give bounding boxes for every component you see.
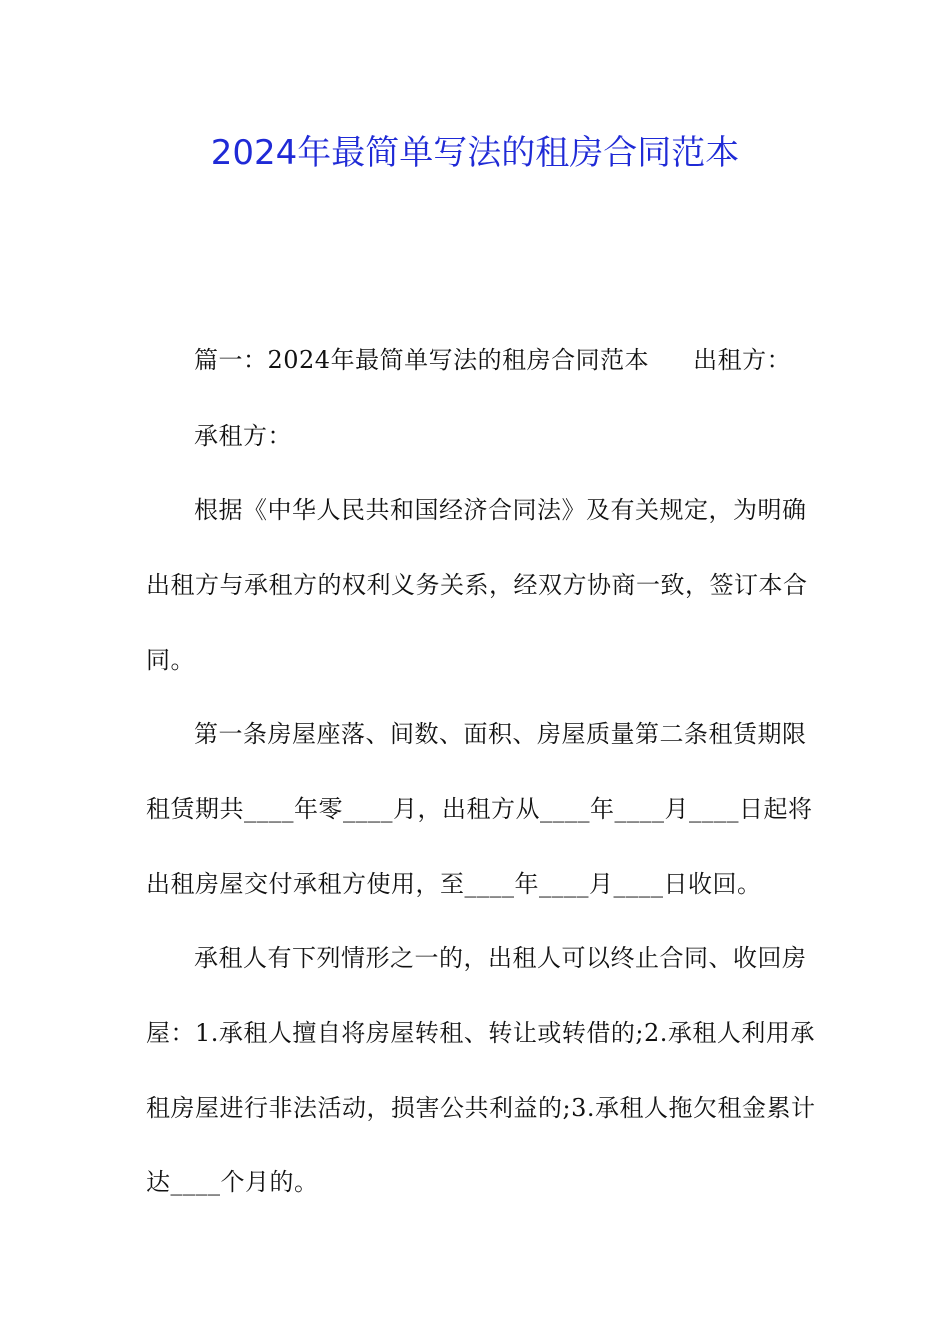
- paragraph-line: 承租人有下列情形之一的，出租人可以终止合同、收回房: [194, 944, 807, 972]
- section-heading: 篇一：2024年最简单写法的租房合同范本: [194, 346, 650, 374]
- paragraph-line: 出租房屋交付承租方使用，至____年____月____日收回。: [146, 870, 762, 898]
- lessor-label: 出租方：: [693, 346, 792, 374]
- paragraph-line: 达____个月的。: [146, 1168, 319, 1196]
- paragraph-line: 租房屋进行非法活动，损害公共利益的;3.承租人拖欠租金累计: [146, 1094, 816, 1122]
- lessee-label: 承租方：: [194, 422, 292, 450]
- paragraph-line: 第一条房屋座落、间数、面积、房屋质量第二条租赁期限: [194, 720, 807, 748]
- document-title: 2024年最简单写法的租房合同范本: [210, 133, 740, 173]
- paragraph-line: 出租方与承租方的权利义务关系，经双方协商一致，签订本合: [146, 571, 808, 599]
- paragraph-line: 屋：1.承租人擅自将房屋转租、转让或转借的;2.承租人利用承: [146, 1019, 815, 1047]
- paragraph-line: 租赁期共____年零____月，出租方从____年____月____日起将: [146, 795, 813, 823]
- paragraph-line: 同。: [146, 646, 195, 674]
- paragraph-line: 根据《中华人民共和国经济合同法》及有关规定，为明确: [194, 496, 807, 524]
- section-heading-line: [194, 340, 874, 380]
